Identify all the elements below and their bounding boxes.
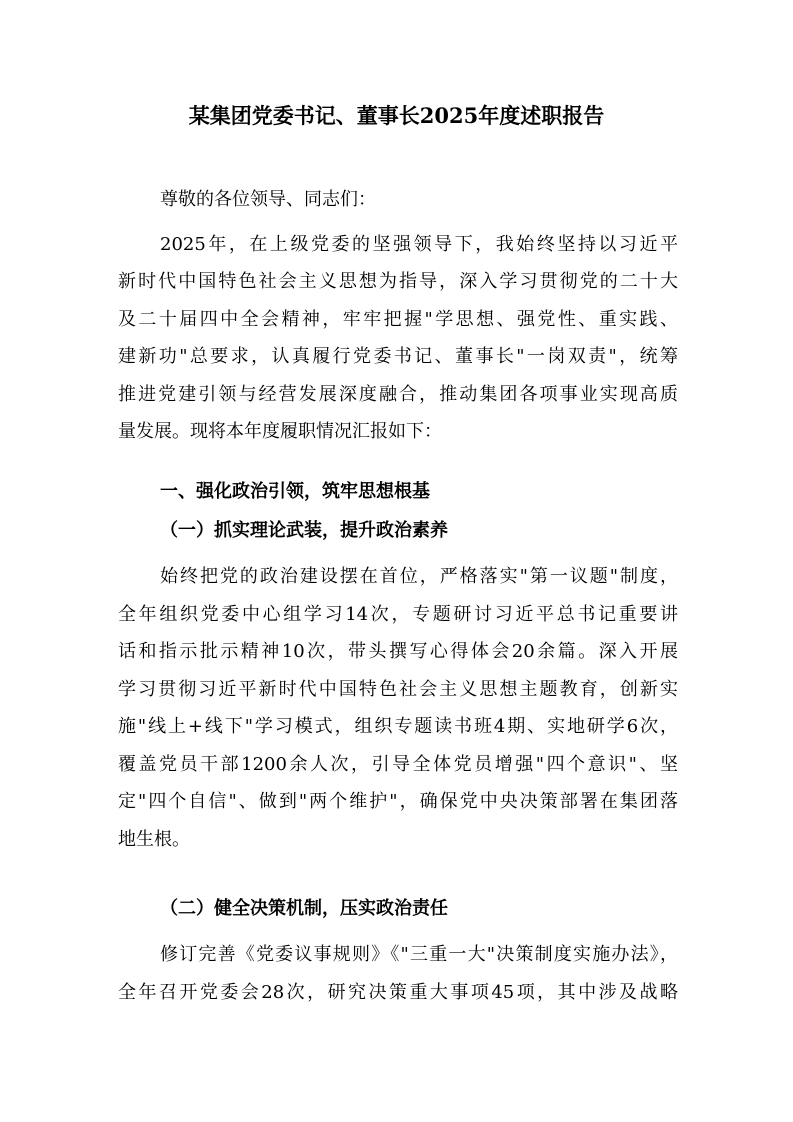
section-heading: 一、强化政治引领，筑牢思想根基 — [160, 481, 430, 502]
body-line: 定"四个自信"、做到"两个维护"，确保党中央决策部署在集团落 — [118, 791, 678, 812]
body-line: 地生根。 — [118, 829, 190, 850]
document-title: 某集团党委书记、董事长2025年度述职报告 — [188, 103, 605, 128]
intro-line: 推进党建引领与经营发展深度融合，推动集团各项事业实现高质 — [118, 384, 678, 405]
salutation: 尊敬的各位领导、同志们： — [160, 189, 376, 210]
subsection-heading: （一）抓实理论武装，提升政治素养 — [160, 520, 448, 541]
body-line: 学习贯彻习近平新时代中国特色社会主义思想主题教育，创新实 — [118, 679, 678, 700]
intro-line: 新时代中国特色社会主义思想为指导，深入学习贯彻党的二十大 — [118, 271, 678, 292]
intro-line: 量发展。现将本年度履职情况汇报如下： — [118, 421, 442, 442]
intro-line: 及二十届四中全会精神，牢牢把握"学思想、强党性、重实践、 — [118, 309, 678, 330]
body-line: 覆盖党员干部1200余人次，引导全体党员增强"四个意识"、坚 — [118, 754, 678, 775]
subsection-heading: （二）健全决策机制，压实政治责任 — [160, 898, 448, 919]
body-line: 施"线上+线下"学习模式，组织专题读书班4期、实地研学6次， — [118, 716, 678, 737]
intro-line: 建新功"总要求，认真履行党委书记、董事长"一岗双责"，统筹 — [118, 346, 678, 367]
intro-line: 2025年，在上级党委的坚强领导下，我始终坚持以习近平 — [160, 234, 678, 255]
body-line: 全年召开党委会28次，研究决策重大事项45项，其中涉及战略 — [118, 982, 678, 1003]
body-line: 全年组织党委中心组学习14次，专题研讨习近平总书记重要讲 — [118, 604, 678, 625]
body-line: 话和指示批示精神10次，带头撰写心得体会20余篇。深入开展 — [118, 641, 678, 662]
body-line: 始终把党的政治建设摆在首位，严格落实"第一议题"制度， — [160, 566, 678, 587]
body-line: 修订完善《党委议事规则》《"三重一大"决策制度实施办法》， — [160, 944, 678, 965]
